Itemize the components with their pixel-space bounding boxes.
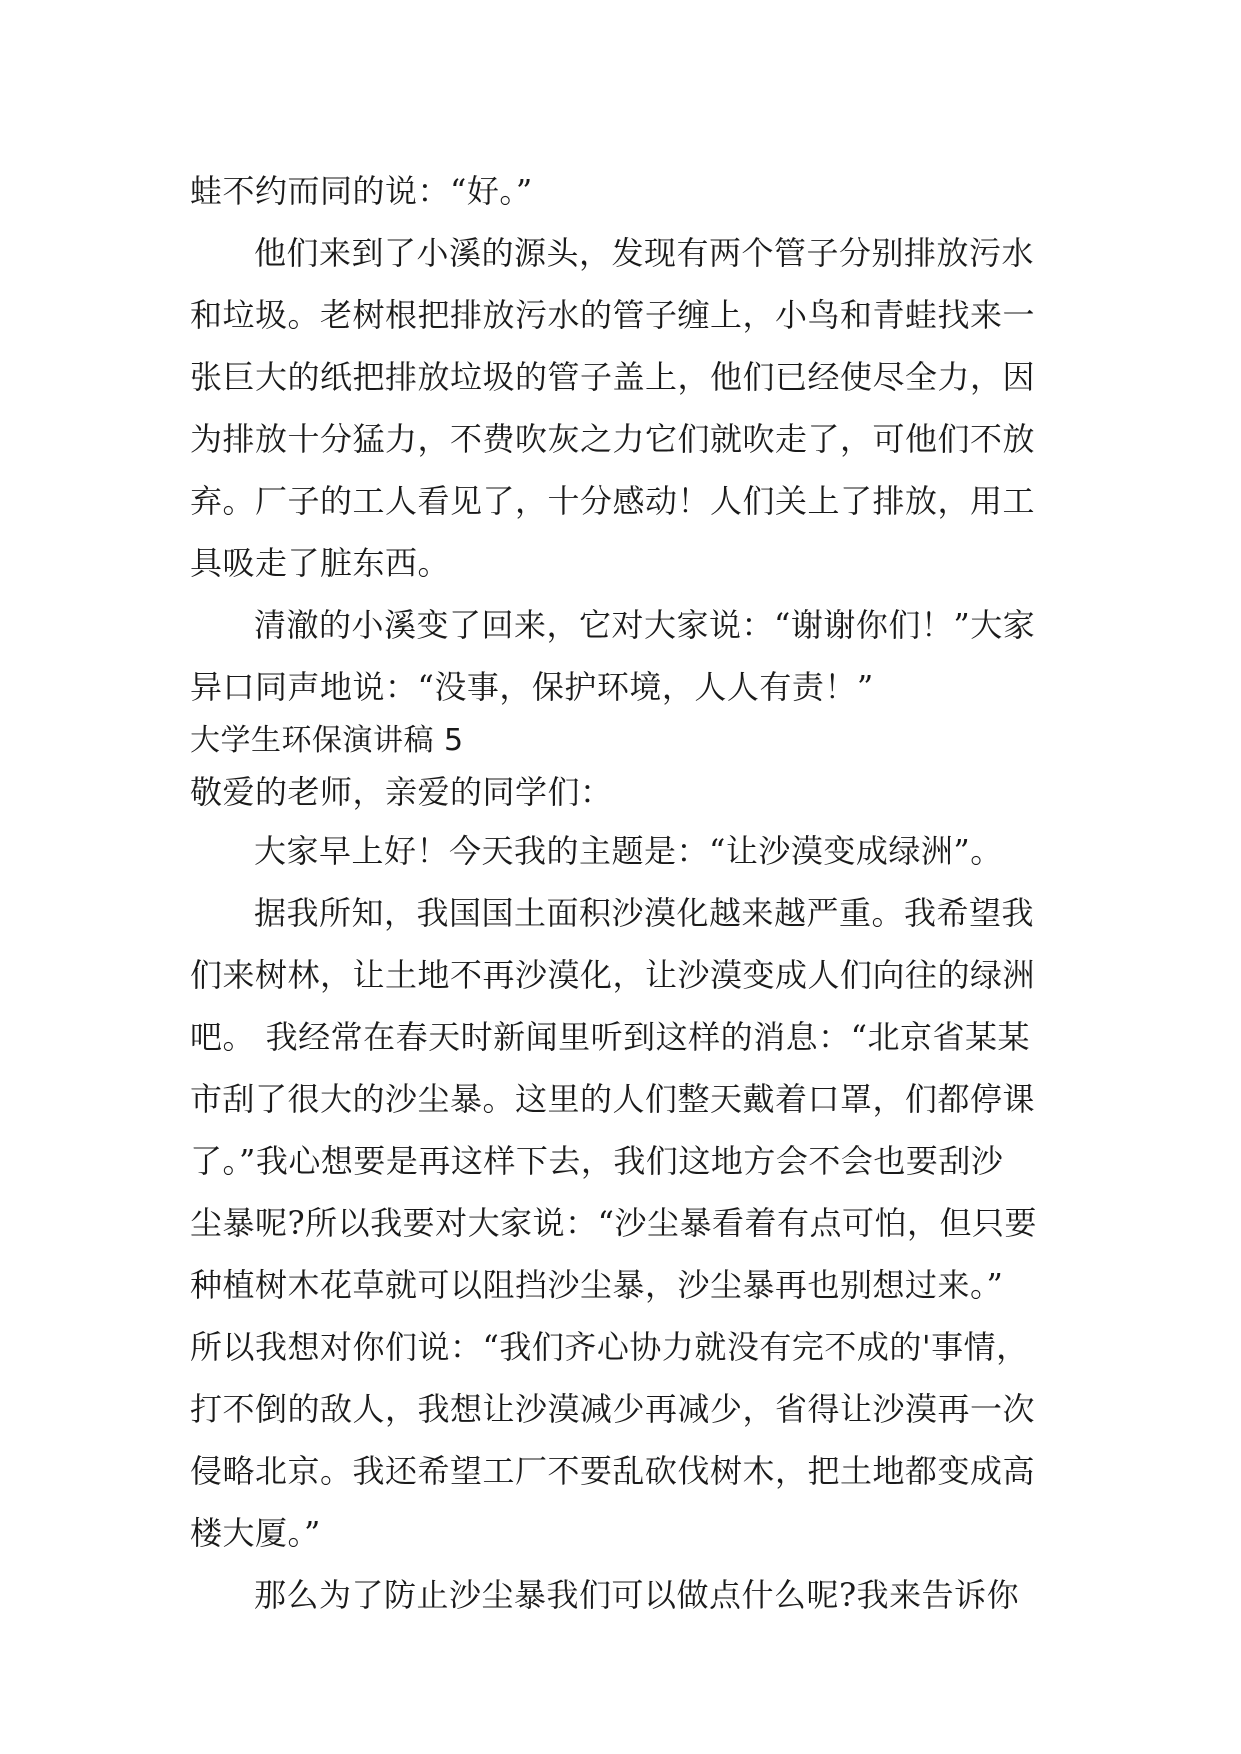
paragraph-line: 弃。厂子的工人看见了，十分感动！人们关上了排放，用工 [190,482,1036,520]
paragraph-line: 蛙不约而同的说：“好。” [190,172,533,210]
paragraph-line: 具吸走了脏东西。 [190,544,451,582]
paragraph-line: 侵略北京。我还希望工厂不要乱砍伐树木，把土地都变成高 [190,1452,1036,1490]
paragraph-line: 市刮了很大的沙尘暴。这里的人们整天戴着口罩，们都停课 [190,1080,1036,1118]
section-heading: 大学生环保演讲稿 5 [190,723,464,758]
paragraph-line: 大家早上好！今天我的主题是：“让沙漠变成绿洲”。 [254,832,1003,870]
paragraph-line: 尘暴呢?所以我要对大家说：“沙尘暴看着有点可怕，但只要 [190,1204,1038,1242]
paragraph-line: 吧。 我经常在春天时新闻里听到这样的消息：“北京省某某 [190,1018,1031,1056]
paragraph-line: 他们来到了小溪的源头，发现有两个管子分别排放污水 [254,234,1035,272]
paragraph-line: 清澈的小溪变了回来，它对大家说：“谢谢你们！”大家 [254,606,1036,644]
paragraph-line: 据我所知，我国国土面积沙漠化越来越严重。我希望我 [254,894,1035,932]
paragraph-line: 那么为了防止沙尘暴我们可以做点什么呢?我来告诉你 [254,1576,1020,1614]
document-body [190,160,1050,1626]
paragraph-line: 异口同声地说：“没事，保护环境，人人有责！” [190,668,874,706]
salutation-line: 敬爱的老师，亲爱的同学们： [190,773,613,811]
paragraph-line: 楼大厦。” [190,1514,321,1552]
paragraph-line: 张巨大的纸把排放垃圾的管子盖上，他们已经使尽全力，因 [190,358,1036,396]
paragraph-line: 们来树林，让土地不再沙漠化，让沙漠变成人们向往的绿洲 [190,956,1036,994]
paragraph-line: 了。”我心想要是再这样下去，我们这地方会不会也要刮沙 [190,1142,1004,1180]
paragraph-line: 所以我想对你们说：“我们齐心协力就没有完不成的'事情， [190,1328,1029,1366]
paragraph-line: 种植树木花草就可以阻挡沙尘暴，沙尘暴再也别想过来。” [190,1266,1004,1304]
paragraph-line: 为排放十分猛力，不费吹灰之力它们就吹走了，可他们不放 [190,420,1036,458]
paragraph-line: 打不倒的敌人，我想让沙漠减少再减少，省得让沙漠再一次 [190,1390,1036,1428]
paragraph-line: 和垃圾。老树根把排放污水的管子缠上，小鸟和青蛙找来一 [190,296,1036,334]
